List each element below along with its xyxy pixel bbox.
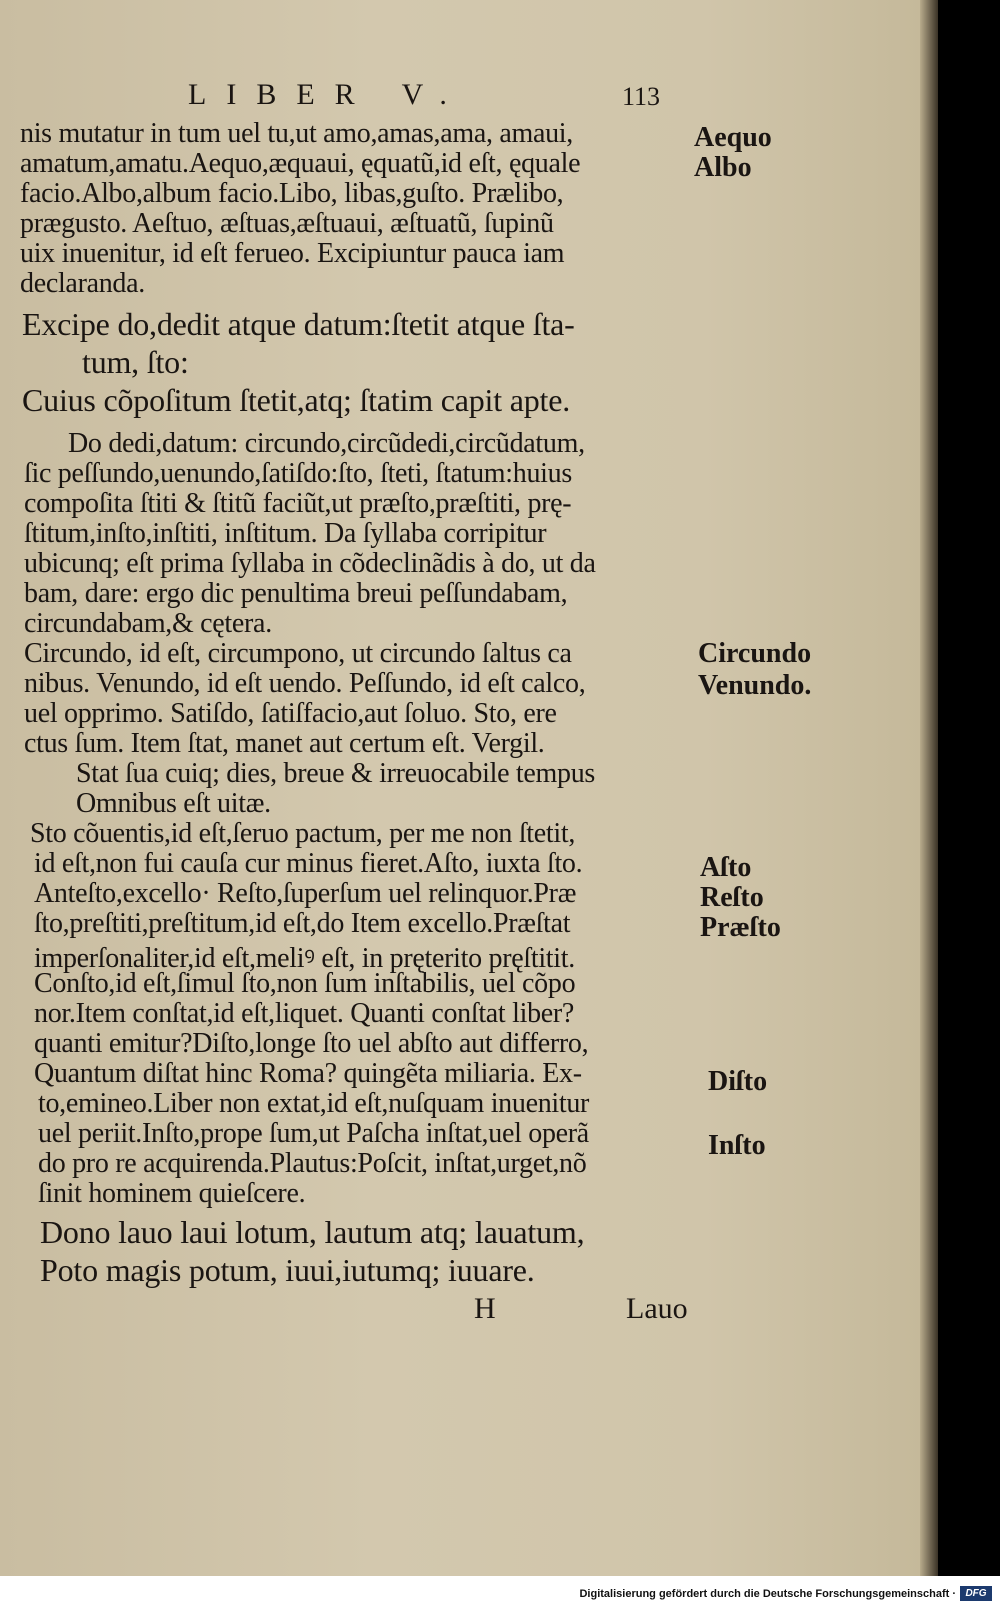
body-line: uel periit.Inſto,prope ſum,ut Paſcha inſtat,uel operã <box>38 1118 589 1149</box>
dfg-logo-icon: DFG <box>960 1586 992 1601</box>
body-line: prægusto. Aeſtuo, æſtuas,æſtuaui, æſtuatũ, ſupinũ <box>20 208 554 239</box>
running-title: LIBER V. <box>188 78 467 111</box>
body-line: uix inuenitur, id eſt ferueo. Excipiuntur pauca iam <box>20 238 565 269</box>
funding-credit: Digitalisierung gefördert durch die Deutsche Forschungsgemeinschaft · <box>579 1588 956 1600</box>
body-line: imperſonaliter,id eſt,meliꝰ eſt, in pręterito pręſtitit. <box>34 943 575 974</box>
body-line: ſto,preſtiti,preſtitum,id eſt,do Item excello.Præſtat <box>34 908 571 939</box>
quote-line: Omnibus eſt uitæ. <box>76 788 271 819</box>
marginal-note: Reſto <box>700 882 764 913</box>
body-line: nor.Item conſtat,id eſt,liquet. Quanti conſtat liber? <box>34 998 575 1029</box>
catchword: Lauo <box>626 1292 688 1325</box>
body-line: circundabam,& cętera. <box>24 608 272 639</box>
body-line: bam, dare: ergo dic penultima breui peſſundabam, <box>24 578 568 609</box>
body-line: Do dedi,datum: circundo,circũdedi,circũdatum, <box>68 428 585 459</box>
marginal-note: Circundo <box>698 638 812 669</box>
marginal-note: Aequo <box>694 122 772 153</box>
body-line: Circundo, id eſt, circumpono, ut circundo ſaltus ca <box>24 638 572 669</box>
body-line: declaranda. <box>20 268 145 299</box>
signature-mark: H <box>474 1292 496 1325</box>
verse-line: tum, ſto: <box>82 344 189 380</box>
footer-bar <box>0 1576 1000 1614</box>
marginal-note: Diſto <box>708 1066 768 1097</box>
body-line: ſtitum,inſto,inſtiti, inſtitum. Da ſyllaba corripitur <box>24 518 547 549</box>
folio-number: 113 <box>622 82 661 111</box>
body-line: amatum,amatu.Aequo,æquaui, ęquatũ,id eſt, ęquale <box>20 148 581 179</box>
body-line: facio.Albo,album facio.Libo, libas,guſto. Prælibo, <box>20 178 564 209</box>
body-line: ctus ſum. Item ſtat, manet aut certum eſt. Vergil. <box>24 728 545 759</box>
verse-line: Poto magis potum, iuui,iutumq; iuuare. <box>40 1252 535 1288</box>
verse-line: Excipe do,dedit atque datum:ſtetit atque ſta- <box>22 306 575 342</box>
body-line: nibus. Venundo, id eſt uendo. Peſſundo, id eſt calco, <box>24 668 586 699</box>
page-edge <box>920 0 938 1576</box>
body-line: ubicunq; eſt prima ſyllaba in cõdeclinãdis à do, ut da <box>24 548 596 579</box>
marginal-note: Inſto <box>708 1130 766 1161</box>
marginal-note: Venundo. <box>698 670 812 701</box>
body-line: id eſt,non fui cauſa cur minus fieret.Aſto, iuxta ſto. <box>34 848 583 879</box>
body-line: Quantum diſtat hinc Roma? quingẽta miliaria. Ex- <box>34 1058 582 1089</box>
body-line: quanti emitur?Diſto,longe ſto uel abſto aut differro, <box>34 1028 589 1059</box>
body-line: ſic peſſundo,uenundo,ſatiſdo:ſto, ſteti, ſtatum:huius <box>24 458 572 489</box>
body-line: Anteſto,excello· Reſto,ſuperſum uel relinquor.Præ <box>34 878 577 909</box>
body-line: Conſto,id eſt,ſimul ſto,non ſum inſtabilis, uel cõpo <box>34 968 576 999</box>
marginal-note: Aſto <box>700 852 752 883</box>
body-line: Sto cõuentis,id eſt,ſeruo pactum, per me non ſtetit, <box>30 818 576 849</box>
verse-line: Cuius cõpoſitum ſtetit,atq; ſtatim capit apte. <box>22 382 571 418</box>
body-line: uel opprimo. Satiſdo, ſatiſfacio,aut ſoluo. Sto, ere <box>24 698 557 729</box>
verse-line: Dono lauo laui lotum, lautum atq; lauatum, <box>40 1214 585 1250</box>
body-line: compoſita ſtiti & ſtitũ faciũt,ut præſto,præſtiti, prę- <box>24 488 572 519</box>
body-line: to,emineo.Liber non extat,id eſt,nuſquam inuenitur <box>38 1088 590 1119</box>
quote-line: Stat ſua cuiq; dies, breue & irreuocabile tempus <box>76 758 595 789</box>
body-line: ſinit hominem quieſcere. <box>38 1178 306 1209</box>
marginal-note: Præſto <box>700 912 781 943</box>
marginal-note: Albo <box>694 152 752 183</box>
body-line: nis mutatur in tum uel tu,ut amo,amas,ama, amaui, <box>20 118 573 149</box>
body-line: do pro re acquirenda.Plautus:Poſcit, inſtat,urget,nõ <box>38 1148 587 1179</box>
